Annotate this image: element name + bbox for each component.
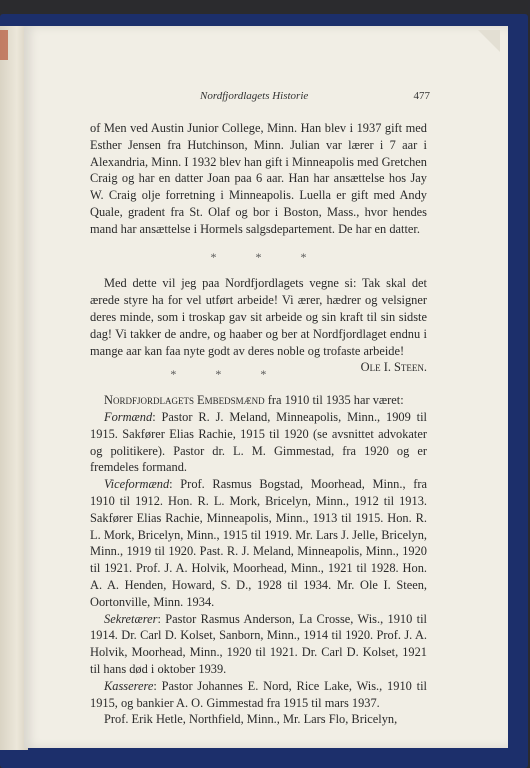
viceformaend-paragraph xyxy=(90,476,427,610)
formaend-text: : Pastor R. J. Meland, Minneapolis, Minn., 1909 til 1915. Sakfører Elias Rachie, 1915 til 1920 (se avsnittet advokater og politikere). Pastor dr. L. M. Gimmestad, fra 1920 og er fremdeles formand. xyxy=(90,409,427,475)
officers-intro-text: fra 1910 til 1935 har været: xyxy=(264,393,404,408)
kasserere-label: Kasserere xyxy=(104,678,154,693)
sekretaerer-label: Sekretærer xyxy=(104,611,158,626)
formaend-label: Formænd xyxy=(104,409,153,424)
paragraph-continuation: of Men ved Austin Junior College, Minn. Han blev i 1937 gift med Esther Jensen fra Hutchinson, Minn. Julian var lærer i 7 aar i Alexandria, Minn. I 1932 blev han gift i Minneapolis med Gretchen Craig og har en datter Joan paa 6 aar. Han har ansættelse hos Jay W. Craig olje forretning i Minneapolis. Luella er gift med Andy Quale, gradent fra St. Olaf og bor i Boston, Mass., hvor hendes mand har ansættelse i Hormels salgsdepartement. De har en datter. xyxy=(90,121,427,236)
page-edge-mark xyxy=(0,30,8,60)
page-number: 477 xyxy=(413,90,430,102)
section-separator: * * * xyxy=(210,249,325,264)
signature: Ole I. Steen. xyxy=(360,360,427,375)
thanks-text: Med dette vil jeg paa Nordfjordlagets vegne si: Tak skal det ærede styre ha for vel utført arbeide! Vi ærer, hædrer og velsigner deres minde, som i troskap gav sit arbeide og sin kraft til sin sidste dag! Vi takker de andre, og haaber og ber at Nordfjordlaget endnu i mange aar kan faa nyte godt av deres noble og trofaste arbeide! xyxy=(90,276,427,358)
sekretaerer-paragraph xyxy=(90,611,427,678)
sekretaerer-text: : Pastor Rasmus Anderson, La Crosse, Wis., 1910 til 1914. Dr. Carl D. Kolset, Sanborn, Minn., 1914 til 1920. Prof. J. A. Holvik, Moorhead, Minn., 1920 til 1921. Dr. Carl D. Kolset, 1921 til hans død i oktober 1939. xyxy=(90,611,427,676)
page-body xyxy=(90,120,427,728)
formaend-paragraph xyxy=(90,409,427,476)
officers-heading: Nordfjordlagets Embedsmænd xyxy=(104,393,265,408)
paragraph-thanks xyxy=(90,275,427,375)
section-separator: * * * xyxy=(170,367,285,382)
header-title: Nordfjordlagets Historie xyxy=(200,90,309,102)
viceformaend-label: Viceformænd xyxy=(104,477,170,492)
viceformaend-text: : Prof. Rasmus Bogstad, Moorhead, Minn., fra 1910 til 1912. Hon. R. L. Mork, Bricelyn, Minn., 1912 til 1913. Sakfører Elias Rachie, Minneapolis, Minn., 1913 til 1915. Hon. R. L. Mork, Bricelyn, Minn., 1915 til 1919. Mr. Lars J. Jelle, Bricelyn, Minn., 1919 til 1920. Past. R. J. Meland, Minneapolis, Minn., 1920 til 1921. Prof. J. A. Holvik, Moorhead, Minn., 1921 til 1928. Hon. A. A. Henden, Howard, S. D., 1928 til 1934. Mr. Ole I. Steen, Oortonville, Minn. 1934. xyxy=(90,477,427,609)
kasserere-paragraph xyxy=(90,678,427,712)
officers-intro xyxy=(90,392,427,409)
last-line: Prof. Erik Hetle, Northfield, Minn., Mr. Lars Flo, Bricelyn, xyxy=(104,712,398,727)
kasserere-text: : Pastor Johannes E. Nord, Rice Lake, Wis., 1910 til 1915, og bankier A. O. Gimmestad fra 1915 til mars 1937. xyxy=(90,678,427,710)
